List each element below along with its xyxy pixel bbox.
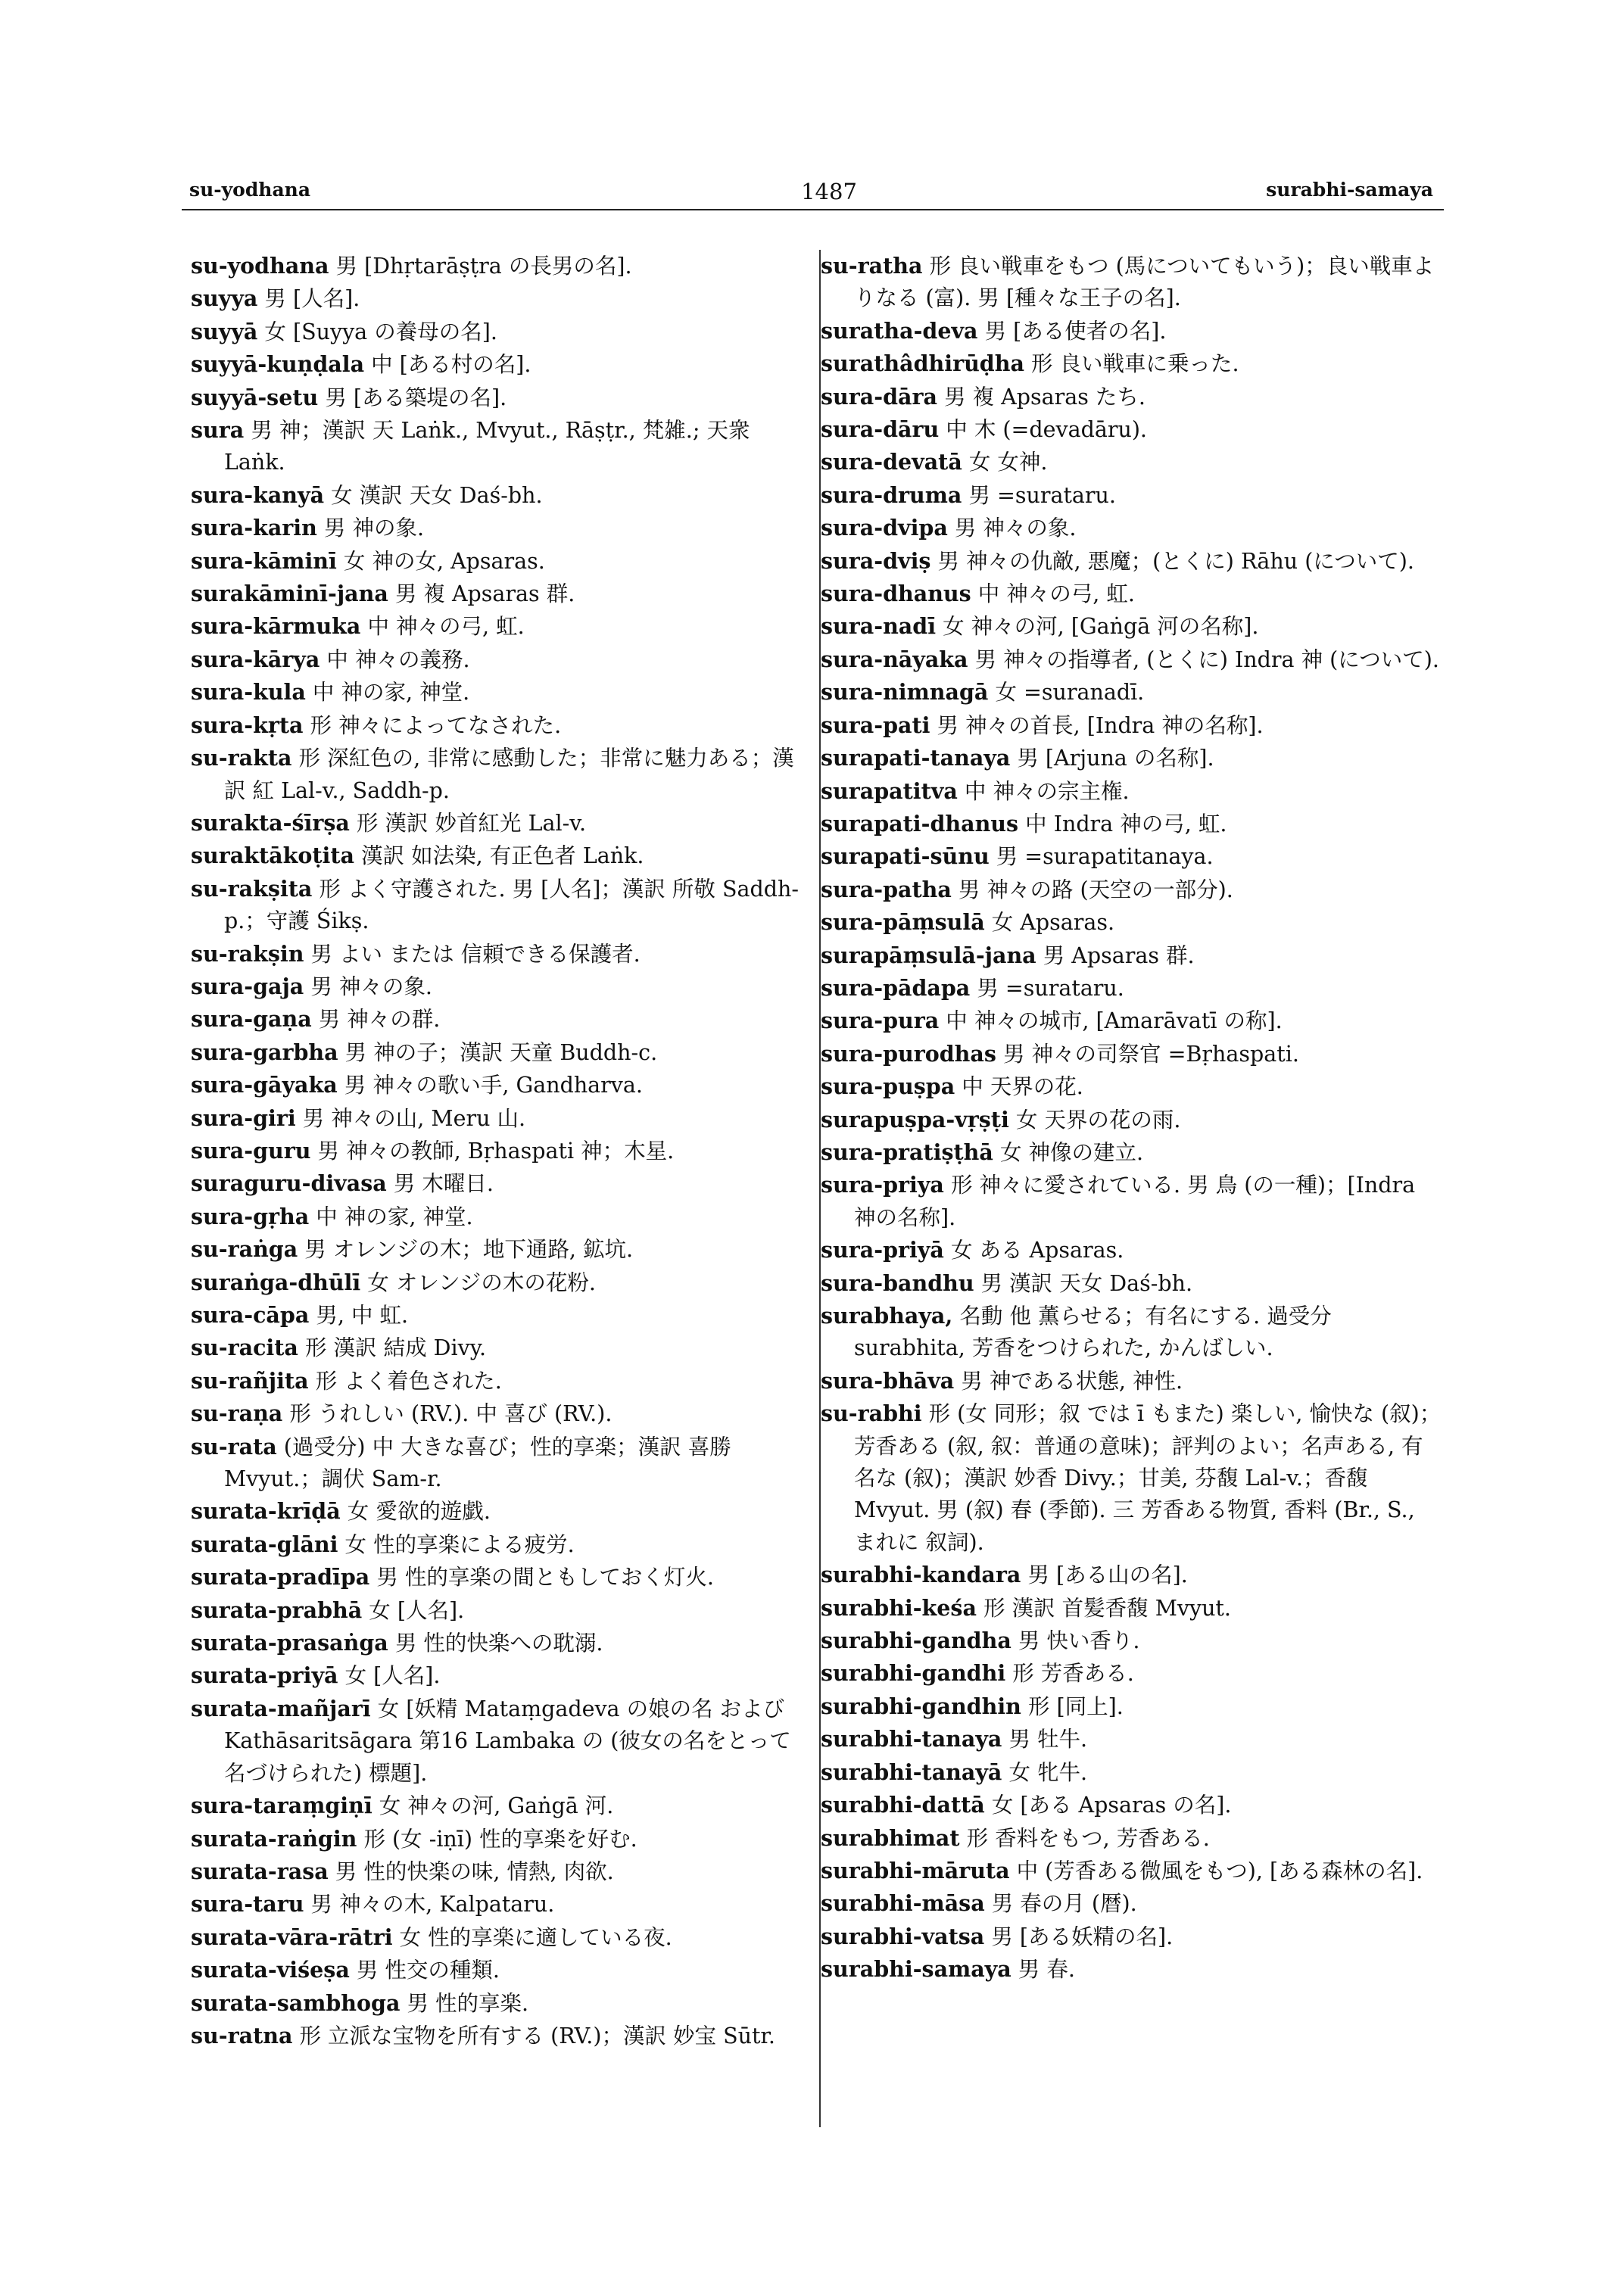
dictionary-entry (821, 1267, 1442, 1300)
definition: 中 神の家, 神堂. (312, 680, 470, 706)
headword: surata-prasaṅga (191, 1630, 388, 1656)
definition: 中 神の家, 神堂. (316, 1204, 473, 1229)
dictionary-entry (821, 676, 1442, 709)
dictionary-entry (821, 906, 1442, 939)
definition: 男 Apsaras 群. (1043, 942, 1195, 968)
headword: surakta-śīrṣa (191, 809, 350, 836)
headword: surabhi-vatsa (821, 1923, 985, 1949)
dictionary-entry (821, 742, 1442, 774)
dictionary-entry (821, 1822, 1442, 1855)
headword: su-rakṣin (191, 940, 304, 967)
definition: 男 牡牛. (1008, 1727, 1088, 1752)
definition: 男 神々の首長, [Indra 神の名称]. (937, 712, 1264, 738)
dictionary-entry (821, 1723, 1442, 1756)
headword: suyyā-kuṇḍala (191, 351, 365, 378)
dictionary-entry (191, 545, 812, 578)
dictionary-entry (821, 315, 1442, 347)
headword: surabhaya, (821, 1303, 953, 1329)
headword: sura-kṛta (191, 712, 304, 738)
definition: 形 良い戦車をもつ (馬についてもいう)；良い戦車よりなる (富). 男 [種々な王子の名]. (854, 254, 1435, 311)
dictionary-entry (191, 1954, 812, 1986)
dictionary-entry (821, 1005, 1442, 1037)
definition: 女 性的享楽による疲労. (344, 1531, 575, 1557)
dictionary-entry (191, 479, 812, 512)
headword: sura-kula (191, 679, 306, 706)
dictionary-entry (821, 512, 1442, 544)
definition: 男 性的快楽への耽溺. (394, 1631, 603, 1656)
headword: su-racita (191, 1335, 298, 1361)
headword: sura-karin (191, 515, 317, 541)
definition: 女 [妖精 Mataṃgadeva の娘の名 および Kathāsaritsāgara 第16 Lambaka の (彼女の名をとって名づけられた) 標題]. (224, 1696, 791, 1786)
dictionary-entry (821, 939, 1442, 972)
definition: 中 木 (=devadāru). (946, 417, 1147, 443)
definition: 男 [Arjuna の名称]. (1017, 746, 1214, 771)
dictionary-entry (821, 840, 1442, 873)
headword: sura-gāyaka (191, 1072, 338, 1098)
dictionary-entry (821, 1921, 1442, 1953)
definition: 中 神々の弓, 虹. (977, 581, 1135, 607)
running-head-right: surabhi-samaya (1266, 179, 1433, 201)
headword: sura-purodhas (821, 1040, 996, 1067)
definition: 男 神々の仇敵, 悪魔；(とくに) Rāhu (について). (937, 548, 1414, 574)
headword: surata-priyā (191, 1662, 338, 1689)
headword: sura-guru (191, 1137, 311, 1164)
headword: surata-pradīpa (191, 1564, 370, 1590)
dictionary-entry (191, 970, 812, 1003)
headword: sura-cāpa (191, 1302, 310, 1328)
headword: surata-mañjarī (191, 1695, 371, 1721)
definition: 女 天界の花の雨. (1015, 1107, 1181, 1132)
headword: surabhi-gandhi (821, 1660, 1006, 1687)
dictionary-entry (821, 1690, 1442, 1723)
dictionary-entry (821, 1038, 1442, 1070)
headword: surapatitva (821, 777, 958, 804)
headword: sura-bandhu (821, 1270, 974, 1296)
definition: 女 神々の河, [Gaṅgā 河の名称]. (943, 614, 1259, 640)
definition: 男 性的快楽の味, 情熱, 肉欲. (335, 1858, 614, 1884)
headword: surabhi-samaya (821, 1956, 1011, 1983)
dictionary-entry (191, 1693, 812, 1790)
dictionary-entry (191, 512, 812, 544)
dictionary-entry (821, 1234, 1442, 1266)
headword: surabhi-gandha (821, 1628, 1011, 1654)
headword: sura-garbha (191, 1039, 338, 1065)
dictionary-entry (191, 709, 812, 742)
headword: su-rabhi (821, 1400, 922, 1427)
headword: su-ratna (191, 2022, 293, 2048)
right-column (821, 250, 1442, 1986)
dictionary-entry (821, 1887, 1442, 1920)
dictionary-entry (821, 1657, 1442, 1690)
definition: 女 [ある Apsaras の名]. (991, 1793, 1232, 1818)
headword: sura-priyā (821, 1237, 944, 1263)
headword: suyyā (191, 318, 258, 344)
definition: 男 [人名]. (264, 286, 360, 312)
definition: 男 神々の路 (天空の一部分). (958, 877, 1233, 902)
dictionary-entry (191, 676, 812, 709)
headword: surata-prabhā (191, 1597, 363, 1623)
definition: 形 よく着色された. (315, 1368, 502, 1394)
definition: 形 (女 -iṇī) 性的享楽を好む. (363, 1826, 637, 1852)
dictionary-entry (191, 643, 812, 676)
dictionary-entry (821, 709, 1442, 742)
dictionary-entry (191, 578, 812, 610)
dictionary-entry (821, 1300, 1442, 1365)
dictionary-entry (821, 610, 1442, 643)
page-number: 1487 (801, 179, 857, 204)
headword: surathâdhirūḍha (821, 350, 1024, 377)
dictionary-entry (191, 1790, 812, 1822)
dictionary-entry (191, 1431, 812, 1496)
headword: suraṅga-dhūlī (191, 1269, 361, 1295)
dictionary-entry (191, 1332, 812, 1364)
definition: 形 よく守護された. 男 [人名]；漢訳 所敬 Saddh-p.；守護 Śikṣ. (224, 876, 799, 934)
definition: 男 木曜日. (393, 1171, 494, 1197)
headword: surata-rasa (191, 1858, 329, 1884)
headword: surapati-sūnu (821, 843, 990, 870)
headword: sura-dviṣ (821, 547, 931, 574)
dictionary-entry (191, 840, 812, 872)
definition: 男 神々の木, Kalpataru. (310, 1892, 555, 1918)
dictionary-entry (191, 282, 812, 315)
definition: 形 立派な宝物を所有する (RV.)；漢訳 妙宝 Sūtr. (299, 2023, 775, 2048)
definition: 男 性交の種類. (356, 1958, 500, 1983)
definition: 女 オレンジの木の花粉. (367, 1270, 596, 1295)
dictionary-entry (191, 382, 812, 414)
headword: sura-pati (821, 712, 930, 738)
headword: sura-gaja (191, 973, 304, 999)
headword: sura-dāru (821, 416, 940, 443)
dictionary-entry (191, 1003, 812, 1036)
headword: suraguru-divasa (191, 1170, 387, 1197)
definition: 名動 他 薫らせる；有名にする. 過受分 surabhita, 芳香をつけられた, かんばしい. (854, 1304, 1332, 1361)
definition: 形 深紅色の, 非常に感動した；非常に魅力ある；漢訳 紅 Lal-v., Saddh-p. (224, 746, 794, 803)
definition: 形 香料をもつ, 芳香ある. (966, 1825, 1210, 1851)
dictionary-entry (821, 1756, 1442, 1789)
definition: 形 神々によってなされた. (310, 712, 562, 738)
headword: surapuṣpa-vṛṣṭi (821, 1106, 1009, 1132)
definition: 女 牝牛. (1008, 1759, 1088, 1785)
definition: 中 神々の義務. (326, 646, 470, 672)
definition: 男 春の月 (暦). (991, 1891, 1137, 1917)
definition: 中 天界の花. (962, 1074, 1083, 1100)
headword: sura-dvipa (821, 515, 948, 541)
definition: 男 神々の象. (954, 516, 1077, 541)
headword: sura-pādapa (821, 974, 971, 1001)
definition: 形 うれしい (RV.). 中 喜び (RV.). (289, 1401, 613, 1427)
dictionary-entry (821, 1397, 1442, 1559)
headword: surata-raṅgin (191, 1825, 357, 1852)
headword: surabhi-gandhin (821, 1693, 1021, 1719)
dictionary-entry (191, 1135, 812, 1167)
definition: 男 神の象. (323, 516, 425, 541)
headword: sura-priya (821, 1172, 944, 1198)
definition: 男 複 Apsaras 群. (394, 581, 575, 607)
definition: 女 女神. (968, 450, 1048, 475)
definition: 男 神の子；漢訳 天童 Buddh-c. (344, 1039, 658, 1065)
headword: su-raṅga (191, 1236, 298, 1263)
dictionary-entry (821, 1592, 1442, 1625)
dictionary-entry (191, 1233, 812, 1266)
definition: 男 [ある使者の名]. (984, 318, 1167, 344)
definition: (過受分) 中 大きな喜び；性的享楽；漢訳 喜勝 Mvyut.；調伏 Sam-r. (224, 1434, 731, 1492)
dictionary-entry (191, 1036, 812, 1069)
definition: 中 神々の宗主権. (964, 778, 1130, 804)
dictionary-entry (191, 1299, 812, 1332)
definition: 男 神；漢訳 天 Laṅk., Mvyut., Rāṣṭr., 梵雑.; 天衆 Laṅk. (224, 418, 750, 475)
dictionary-entry (191, 938, 812, 970)
definition: 男 神々の歌い手, Gandharva. (344, 1073, 643, 1098)
running-head-left: su-yodhana (189, 179, 311, 201)
headword: sura-nimnagā (821, 679, 989, 706)
headword: sura-devatā (821, 449, 962, 475)
definition: 形 漢訳 首髪香馥 Mvyut. (983, 1595, 1231, 1621)
headword: sura-dāra (821, 383, 937, 410)
definition: 女 [人名]. (369, 1597, 465, 1623)
headword: surabhi-tanayā (821, 1759, 1002, 1785)
headword: surata-vāra-rātri (191, 1924, 393, 1950)
headword: su-raṇa (191, 1400, 283, 1427)
definition: 男 [ある山の名]. (1027, 1562, 1188, 1588)
headword: suratha-deva (821, 317, 978, 344)
definition: 男 神々の指導者, (とくに) Indra 神 (について). (974, 646, 1439, 672)
definition: 男 性的享楽. (407, 1990, 529, 2016)
dictionary-entry (191, 1167, 812, 1200)
dictionary-entry (821, 808, 1442, 840)
headword: surabhi-māruta (821, 1857, 1010, 1883)
definition: 中 (芳香ある微風をもつ), [ある森林の名]. (1016, 1858, 1423, 1883)
headword: sura-giri (191, 1104, 296, 1131)
dictionary-entry (821, 775, 1442, 808)
definition: 男 [Dhṛtarāṣṭra の長男の名]. (335, 254, 632, 279)
dictionary-entry (191, 1397, 812, 1430)
dictionary-entry (191, 1594, 812, 1627)
definition: 中 [ある村の名]. (371, 352, 531, 378)
definition: 男 神である状態, 神性. (961, 1368, 1183, 1394)
dictionary-entry (821, 1559, 1442, 1591)
definition: 男 性的享楽の間ともしておく灯火. (376, 1565, 714, 1590)
headword: surabhi-tanaya (821, 1726, 1002, 1752)
dictionary-entry (821, 1953, 1442, 1986)
dictionary-entry (821, 1070, 1442, 1103)
definition: 漢訳 如法染, 有正色者 Laṅk. (361, 843, 644, 869)
dictionary-entry (191, 1823, 812, 1855)
headword: sura (191, 417, 245, 444)
headword: surata-viśeṣa (191, 1957, 350, 1983)
headword: surabhi-māsa (821, 1890, 985, 1917)
definition: 女 [Suyya の養母の名]. (264, 319, 497, 344)
dictionary-entry (821, 578, 1442, 610)
dictionary-entry (821, 250, 1442, 315)
headword: sura-pāṃsulā (821, 909, 985, 936)
definition: 男 漢訳 天女 Daś-bh. (980, 1270, 1193, 1296)
dictionary-entry (821, 1855, 1442, 1887)
headword: surabhi-dattā (821, 1792, 985, 1818)
headword: sura-druma (821, 481, 962, 508)
headword: sura-gaṇa (191, 1006, 312, 1033)
dictionary-entry (191, 1102, 812, 1135)
headword: surakāminī-jana (191, 581, 388, 607)
definition: 中 Indra 神の弓, 虹. (1025, 811, 1227, 837)
headword: sura-patha (821, 876, 952, 902)
headword: surapāṃsulā-jana (821, 942, 1036, 968)
dictionary-entry (191, 1365, 812, 1397)
dictionary-entry (821, 643, 1442, 676)
headword: suyyā-setu (191, 384, 319, 410)
dictionary-entry (191, 807, 812, 840)
definition: 男 神々の教師, Bṛhaspati 神；木星. (317, 1138, 675, 1164)
dictionary-entry (821, 381, 1442, 413)
definition: 女 Apsaras. (991, 910, 1115, 936)
dictionary-entry (821, 545, 1442, 578)
headword: surata-glāni (191, 1531, 338, 1557)
dictionary-entry (821, 1789, 1442, 1821)
headword: sura-kārmuka (191, 613, 361, 640)
dictionary-entry (191, 1659, 812, 1692)
definition: 形 漢訳 妙首紅光 Lal-v. (356, 810, 587, 836)
left-column (191, 250, 812, 2052)
definition: 女 漢訳 天女 Daś-bh. (331, 482, 543, 508)
dictionary-entry (821, 1104, 1442, 1136)
definition: 男 =surataru. (977, 975, 1124, 1001)
dictionary-entry (191, 1528, 812, 1561)
definition: 形 良い戦車に乗った. (1031, 351, 1239, 377)
dictionary-entry (821, 446, 1442, 478)
headword: sura-taru (191, 1891, 304, 1918)
definition: 男 オレンジの木；地下通路, 鉱坑. (304, 1237, 634, 1263)
dictionary-entry (191, 2020, 812, 2052)
definition: 女 愛欲的遊戯. (347, 1499, 491, 1525)
definition: 男, 中 虹. (316, 1303, 409, 1328)
dictionary-entry (821, 1169, 1442, 1234)
headword: sura-dhanus (821, 581, 971, 607)
dictionary-entry (191, 1855, 812, 1888)
headword: surabhi-kandara (821, 1562, 1021, 1588)
headword: surapati-dhanus (821, 810, 1019, 837)
dictionary-entry (191, 610, 812, 643)
dictionary-entry (191, 1921, 812, 1954)
headword: sura-gṛha (191, 1203, 310, 1229)
headword: suyya (191, 285, 258, 312)
dictionary-entry (821, 1365, 1442, 1397)
headword: suraktākoṭita (191, 843, 355, 869)
dictionary-entry (191, 1266, 812, 1299)
definition: 形 (女 同形；叙 では ī もまた) 楽しい, 愉快な (叙)；芳香ある (叙, 叙：普通の意味)；評判のよい；名声ある, 有名な (叙)；漢訳 妙香 Divy.；甘美, 芬馥 Lal-v.；香馥 Mvyut. 男 (叙) 春 (季節). 三 芳香ある物質, 香料 (Br., S., まれに 叙詞). (854, 1401, 1442, 1555)
definition: 女 性的享楽に適している夜. (399, 1924, 672, 1950)
definition: 男 [ある築堤の名]. (325, 385, 507, 410)
dictionary-entry (191, 414, 812, 479)
definition: 男 神々の山, Meru 山. (302, 1105, 526, 1131)
definition: 男 =surapatitanaya. (996, 844, 1214, 870)
definition: 女 [人名]. (344, 1663, 441, 1689)
definition: 形 芳香ある. (1012, 1661, 1134, 1687)
dictionary-entry (821, 413, 1442, 446)
definition: 女 神像の建立. (999, 1139, 1144, 1165)
definition: 女 ある Apsaras. (950, 1238, 1124, 1263)
dictionary-entry (191, 316, 812, 348)
headword: sura-kanyā (191, 481, 325, 508)
definition: 女 神の女, Apsaras. (343, 548, 545, 574)
dictionary-entry (191, 742, 812, 807)
definition: 男 神々の群. (318, 1007, 441, 1033)
definition: 男 快い香り. (1018, 1628, 1140, 1654)
headword: sura-pura (821, 1008, 940, 1034)
definition: 形 [同上]. (1027, 1693, 1124, 1719)
headword: surabhimat (821, 1824, 960, 1851)
definition: 男 =surataru. (968, 482, 1116, 508)
dictionary-entry (821, 874, 1442, 906)
dictionary-entry (821, 1136, 1442, 1169)
headword: sura-nadī (821, 613, 937, 640)
dictionary-entry (821, 347, 1442, 380)
headword: su-rakṣita (191, 875, 313, 902)
dictionary-entry (821, 479, 1442, 512)
dictionary-entry (191, 1561, 812, 1594)
definition: 中 神々の弓, 虹. (367, 614, 525, 640)
dictionary-entry (821, 972, 1442, 1005)
header-rule (182, 209, 1444, 210)
headword: sura-puṣpa (821, 1073, 955, 1100)
dictionary-entry (191, 250, 812, 282)
headword: su-yodhana (191, 253, 329, 279)
headword: surabhi-keśa (821, 1594, 977, 1621)
headword: su-rakta (191, 745, 292, 771)
headword: surata-sambhoga (191, 1989, 401, 2016)
headword: sura-pratiṣṭhā (821, 1139, 993, 1165)
definition: 男 よい または 信頼できる保護者. (310, 941, 641, 967)
dictionary-entry (191, 873, 812, 938)
dictionary-entry (191, 1888, 812, 1921)
headword: sura-kārya (191, 646, 320, 672)
definition: 女 =suranadī. (995, 680, 1145, 706)
dictionary-entry (821, 1625, 1442, 1657)
definition: 男 [ある妖精の名]. (991, 1924, 1174, 1949)
headword: sura-bhāva (821, 1367, 955, 1394)
definition: 中 神々の城市, [Amarāvatī の称]. (946, 1008, 1283, 1034)
dictionary-entry (191, 1495, 812, 1528)
headword: surata-krīḍā (191, 1498, 341, 1525)
dictionary-entry (191, 348, 812, 381)
definition: 男 神々の司祭官 =Bṛhaspati. (1002, 1041, 1299, 1067)
headword: su-rañjita (191, 1367, 309, 1394)
headword: surapati-tanaya (821, 745, 1011, 771)
dictionary-entry (191, 1627, 812, 1659)
definition: 女 神々の河, Gaṅgā 河. (379, 1793, 614, 1819)
headword: su-ratha (821, 253, 923, 279)
definition: 形 神々に愛されている. 男 鳥 (の一種)；[Indra 神の名称]. (854, 1173, 1416, 1230)
definition: 形 漢訳 結成 Divy. (304, 1335, 487, 1361)
dictionary-entry (191, 1987, 812, 2020)
headword: sura-kāminī (191, 547, 337, 574)
dictionary-entry (191, 1069, 812, 1101)
definition: 男 春. (1018, 1957, 1075, 1983)
dictionary-entry (191, 1201, 812, 1233)
definition: 男 神々の象. (310, 974, 432, 999)
headword: su-rata (191, 1433, 277, 1460)
headword: sura-nāyaka (821, 646, 968, 672)
definition: 男 複 Apsaras たち. (944, 384, 1146, 410)
headword: sura-taraṃgiṇī (191, 1793, 372, 1819)
